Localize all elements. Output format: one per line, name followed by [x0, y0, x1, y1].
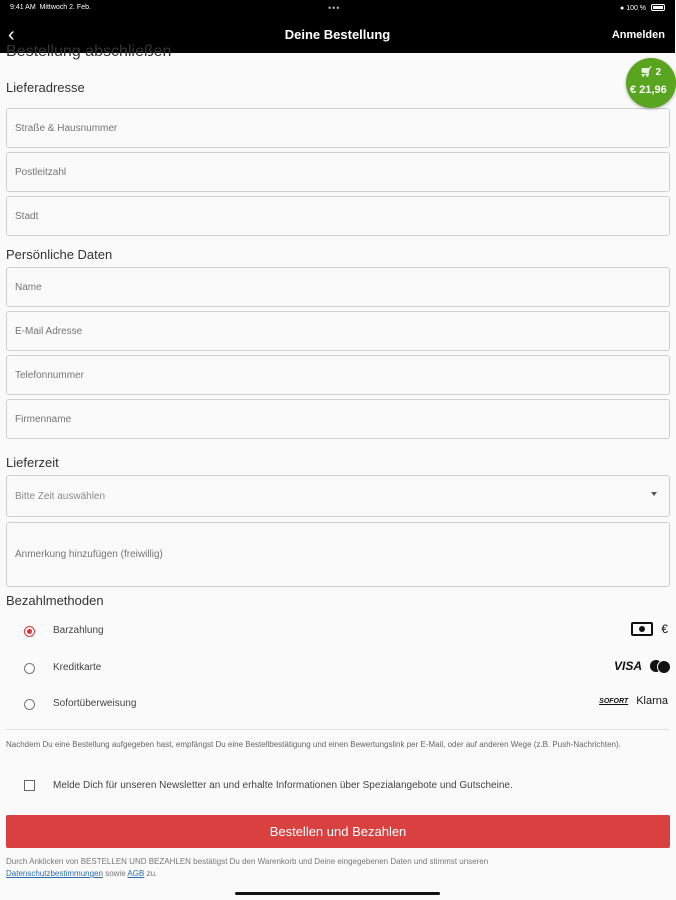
divider — [6, 729, 670, 730]
legal-text-middle: sowie — [105, 869, 126, 878]
name-input[interactable] — [6, 267, 670, 307]
cart-total: € 21,96 — [630, 84, 667, 96]
delivery-heading: Lieferzeit — [6, 455, 59, 470]
radio-sofort[interactable] — [24, 699, 35, 710]
street-input[interactable] — [6, 108, 670, 148]
payment-option-cash[interactable] — [6, 616, 670, 648]
dropdown-arrow-icon — [651, 492, 657, 496]
radio-card[interactable] — [24, 663, 35, 674]
status-bar — [0, 3, 675, 15]
terms-link[interactable]: AGB — [127, 869, 145, 878]
delivery-time-select[interactable] — [6, 475, 670, 517]
form-title: Bestellung abschließen — [6, 43, 172, 60]
login-button[interactable]: Anmelden — [611, 29, 665, 41]
company-input[interactable] — [6, 399, 670, 439]
cash-icon — [631, 622, 653, 636]
legal-text-start: Durch Anklicken von BESTELLEN UND BEZAHLEN bestätigst Du den Warenkorb und Deine eingegebenen Daten und stimmst unseren — [6, 857, 489, 866]
multitask-dots-icon[interactable]: ••• — [328, 3, 341, 13]
payment-icons-card — [614, 659, 668, 673]
cart-badge[interactable] — [626, 58, 676, 108]
phone-input[interactable] — [6, 355, 670, 395]
order-button[interactable]: Bestellen und Bezahlen — [6, 815, 670, 848]
payment-label-cash: Barzahlung — [53, 625, 104, 636]
zip-input[interactable] — [6, 152, 670, 192]
klarna-logo: Klarna — [636, 695, 668, 707]
payment-icons-cash — [631, 622, 668, 636]
battery-percent: 100 % — [626, 5, 647, 12]
sofort-logo: SOFORT — [599, 697, 629, 705]
euro-icon: € — [661, 622, 668, 636]
wifi-icon: ● — [620, 5, 625, 12]
cart-count: 🛒︎ 2 — [640, 67, 662, 78]
payment-icons-sofort — [599, 695, 668, 707]
mastercard-icon — [650, 660, 668, 672]
city-input[interactable] — [6, 196, 670, 236]
checkout-form — [0, 43, 675, 900]
home-indicator[interactable] — [235, 892, 440, 895]
status-time: 9:41 AM Mittwoch 2. Feb. — [10, 4, 91, 11]
order-notice: Nachdem Du eine Bestellung aufgegeben hast, empfängst Du eine Bestellbestätigung und einen Bewertungslink per E-Mail, oder auf anderen Wege (z.B. Push-Nachrichten). — [6, 740, 621, 749]
battery-icon — [651, 4, 665, 11]
newsletter-checkbox[interactable] — [24, 780, 35, 791]
privacy-link[interactable]: Datenschutzbestimmungen — [6, 869, 103, 878]
status-right — [620, 4, 665, 12]
email-input[interactable] — [6, 311, 670, 351]
newsletter-label: Melde Dich für unseren Newsletter an und erhalte Informationen über Spezialangebote und Gutscheine. — [53, 780, 513, 791]
delivery-time-value: Bitte Zeit auswählen — [15, 490, 106, 502]
radio-cash[interactable] — [24, 626, 35, 637]
chevron-left-icon[interactable]: ‹ — [8, 24, 15, 46]
payment-label-card: Kreditkarte — [53, 662, 102, 673]
basket-icon: 🛒︎ — [640, 67, 653, 78]
legal-text — [6, 856, 670, 880]
payment-heading: Bezahlmethoden — [6, 593, 104, 608]
legal-text-end: zu. — [146, 869, 158, 878]
visa-logo: VISA — [613, 659, 642, 673]
payment-option-card[interactable] — [6, 653, 670, 685]
payment-label-sofort: Sofortüberweisung — [53, 698, 137, 709]
address-heading: Lieferadresse — [6, 80, 85, 95]
payment-option-sofort[interactable] — [6, 689, 670, 721]
note-textarea[interactable] — [6, 522, 670, 587]
personal-heading: Persönliche Daten — [6, 247, 113, 262]
page-title: Deine Bestellung — [284, 27, 391, 42]
